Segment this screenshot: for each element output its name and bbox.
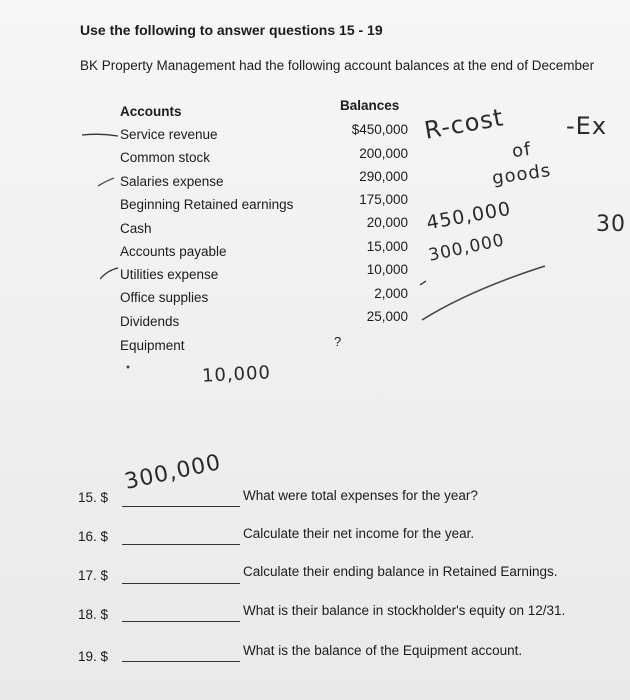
balances-column-header: Balances [340,98,400,113]
balance-value: 25,000 [366,309,408,324]
answer-15-line [122,506,240,507]
balance-value: 290,000 [359,169,408,184]
answer-18-line [122,621,240,622]
balance-value: 15,000 [366,239,408,254]
question-19-text: What is the balance of the Equipment account. [243,643,523,658]
question-15-label: 15. $ [78,490,109,505]
question-15-text: What were total expenses for the year? [243,488,478,503]
handwritten-note: R-cost [422,103,506,145]
question-17-label: 17. $ [78,568,109,583]
question-16-label: 16. $ [78,529,109,544]
handwritten-note: -Ex [566,112,608,140]
equipment-question-mark: ? [334,334,342,349]
account-name: Equipment [120,338,185,353]
accounts-column-header: Accounts [120,104,182,119]
account-name: Beginning Retained earnings [120,197,294,212]
question-17-text: Calculate their ending balance in Retained Earnings. [243,564,558,579]
answer-16-line [122,544,240,545]
question-18-label: 18. $ [78,607,109,622]
handwritten-note: goods [490,159,553,190]
answer-17-line [122,583,240,584]
account-name: Dividends [120,314,180,329]
account-name: Accounts payable [120,244,227,259]
account-name: Utilities expense [120,267,219,282]
balance-value: 175,000 [359,192,408,207]
balance-value: 10,000 [366,262,408,277]
account-name: Service revenue [120,127,218,142]
balance-value: 200,000 [359,146,408,161]
handwritten-note: 450,000 [424,197,513,235]
handwritten-note: 30 [596,212,626,237]
account-name: Salaries expense [120,174,224,189]
question-19-label: 19. $ [78,649,109,664]
answer-19-line [122,661,240,662]
handwritten-note: 10,000 [201,362,272,387]
account-name: Office supplies [120,290,209,305]
handwritten-note: of [510,138,533,163]
question-16-text: Calculate their net income for the year. [243,526,475,541]
account-name: Common stock [120,150,211,165]
balance-value: 2,000 [374,286,408,301]
instruction-heading: Use the following to answer questions 15 - 19 [80,22,383,38]
handwritten-note: 300,000 [426,230,507,266]
account-name: Cash [120,221,152,236]
question-18-text: What is their balance in stockholder's equity on 12/31. [243,603,566,618]
balance-value: $450,000 [351,122,408,137]
balance-value: 20,000 [366,215,408,230]
handwritten-answer-15: 300,000 [122,450,224,495]
intro-text: BK Property Management had the following account balances at the end of December [80,58,595,73]
